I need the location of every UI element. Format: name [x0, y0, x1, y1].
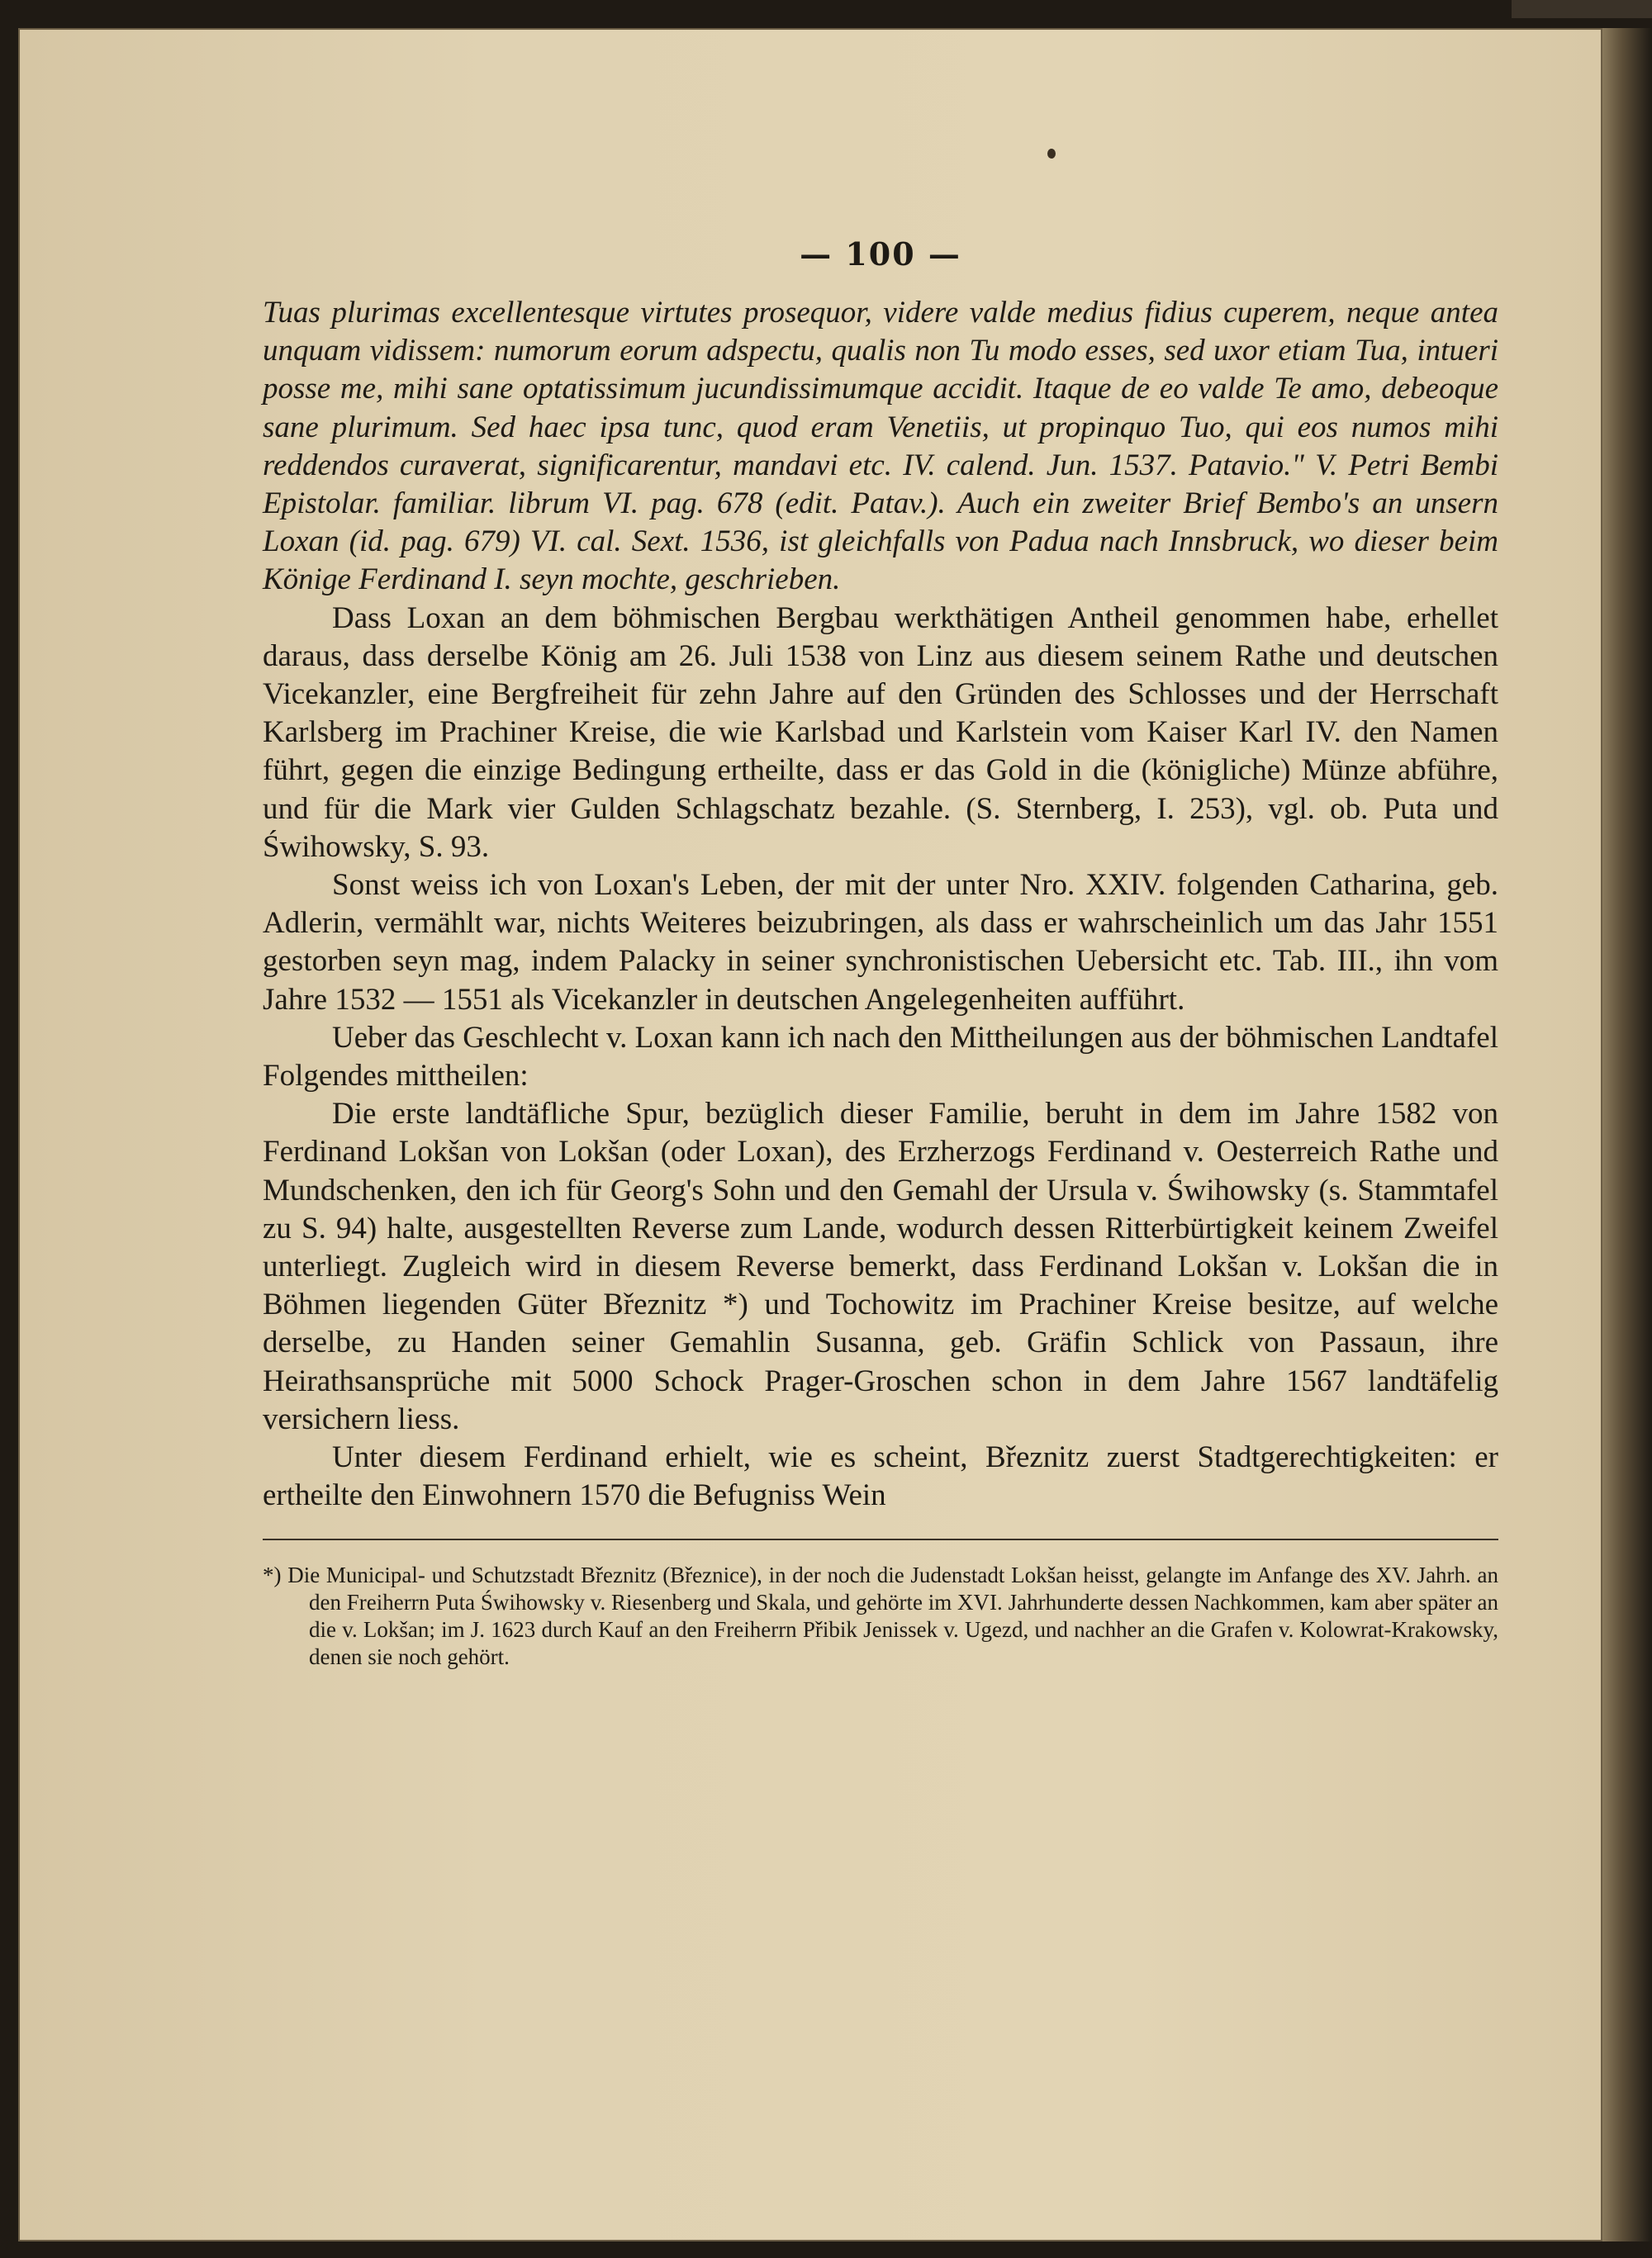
paragraph-lineage-intro: Ueber das Geschlecht v. Loxan kann ich nach den Mittheilungen aus der böhmischen Landtafel Folgendes mittheilen: — [263, 1020, 1498, 1093]
paragraph-mining: Dass Loxan an dem böhmischen Bergbau werkthätigen Antheil genommen habe, erhellet daraus, dass derselbe König am 26. Juli 1538 von Linz aus diesem seinem Rathe und deutschen Vicekanzler, eine Bergfreiheit für zehn Jahre auf den Gründen des Schlosses und der Herrschaft Karlsberg im Prachiner Kreise, die wie Karlsbad und Karlstein vom Kaiser Karl IV. den Namen führt, gegen die einzige Bedingung ertheilte, dass er das Gold in die (königliche) Münze abführe, und für die Mark vier Gulden Schlagschatz bezahle. (S. Sternberg, I. 253), vgl. ob. Puta und Świhowsky, S. 93. — [263, 600, 1498, 864]
footnote: *) Die Municipal- und Schutzstadt Březnitz (Březnice), in der noch die Judenstadt Lokšan heisst, gelangte im Anfange des XV. Jahrh. an den Freiherrn Puta Świhowsky v. Riesenberg und Skala, und gehörte im XVI. Jahrhunderte dessen Nachkommen, kam aber später an die v. Lokšan; im J. 1623 durch Kauf an den Freiherrn Přibik Jenissek v. Ugezd, und nachher an die Grafen v. Kolowrat-Krakowsky, denen sie noch gehört. — [263, 1562, 1498, 1669]
page-number: — 100 — — [800, 235, 961, 273]
ink-speck — [1047, 149, 1056, 159]
scan-top-strip — [1512, 0, 1652, 18]
text-block — [263, 235, 1498, 1671]
paragraph-latin-quote: Tuas plurimas excellentesque virtutes prosequor, videre valde medius fidius cuperem, neque antea unquam vidissem: numorum eorum adspectu, qualis non Tu modo esses, sed uxor etiam Tua, intueri posse me, mihi sane optatissimum jucundissimumque accidit. Itaque de eo valde Te amo, debeoque sane plurimum. Sed haec ipsa tunc, quod eram Venetiis, ut propinquo Tuo, qui eos numos mihi reddendos curaverat, significarentur, mandavi etc. IV. calend. Jun. 1537. Patavio." V. Petri Bembi Epistolar. familiar. librum VI. pag. 678 (edit. Patav.). Auch ein zweiter Brief Bembo's an unsern Loxan (id. pag. 679) VI. cal. Sext. 1536, ist gleichfalls von Padua nach Innsbruck, wo dieser beim Könige Ferdinand I. seyn mochte, geschrieben. — [263, 296, 1498, 597]
body-text — [263, 294, 1498, 1516]
footnote-divider — [263, 1539, 1498, 1540]
paragraph-breznitz: Unter diesem Ferdinand erhielt, wie es scheint, Březnitz zuerst Stadtgerechtigkeiten: er ertheilte den Einwohnern 1570 die Befugniss Wein — [263, 1440, 1498, 1513]
paragraph-landtafel: Die erste landtäfliche Spur, bezüglich dieser Familie, beruht in dem im Jahre 1582 von Ferdinand Lokšan von Lokšan (oder Loxan), des Erzherzogs Ferdinand v. Oesterreich Rathe und Mundschenken, den ich für Georg's Sohn und den Gemahl der Ursula v. Świhowsky (s. Stammtafel zu S. 94) halte, ausgestellten Reverse zum Lande, wodurch dessen Ritterbürtigkeit keinem Zweifel unterliegt. Zugleich wird in diesem Reverse bemerkt, dass Ferdinand Lokšan v. Lokšan die in Böhmen liegenden Güter Březnitz *) und Tochowitz im Prachiner Kreise besitze, auf welche derselbe, zu Handen seiner Gemahlin Susanna, geb. Gräfin Schlick von Passaun, ihre Heirathsansprüche mit 5000 Schock Prager-Groschen schon in dem Jahre 1567 landtäfelig versichern liess. — [263, 1097, 1498, 1436]
paragraph-life: Sonst weiss ich von Loxan's Leben, der mit der unter Nro. XXIV. folgenden Catharina, geb. Adlerin, vermählt war, nichts Weiteres beizubringen, als dass er wahrscheinlich um das Jahr 1551 gestorben seyn mag, indem Palacky in seiner synchronistischen Uebersicht etc. Tab. III., ihn vom Jahre 1532 — 1551 als Vicekanzler in deutschen Angelegenheiten aufführt. — [263, 868, 1498, 1017]
page-gutter-shadow — [1602, 28, 1652, 2241]
